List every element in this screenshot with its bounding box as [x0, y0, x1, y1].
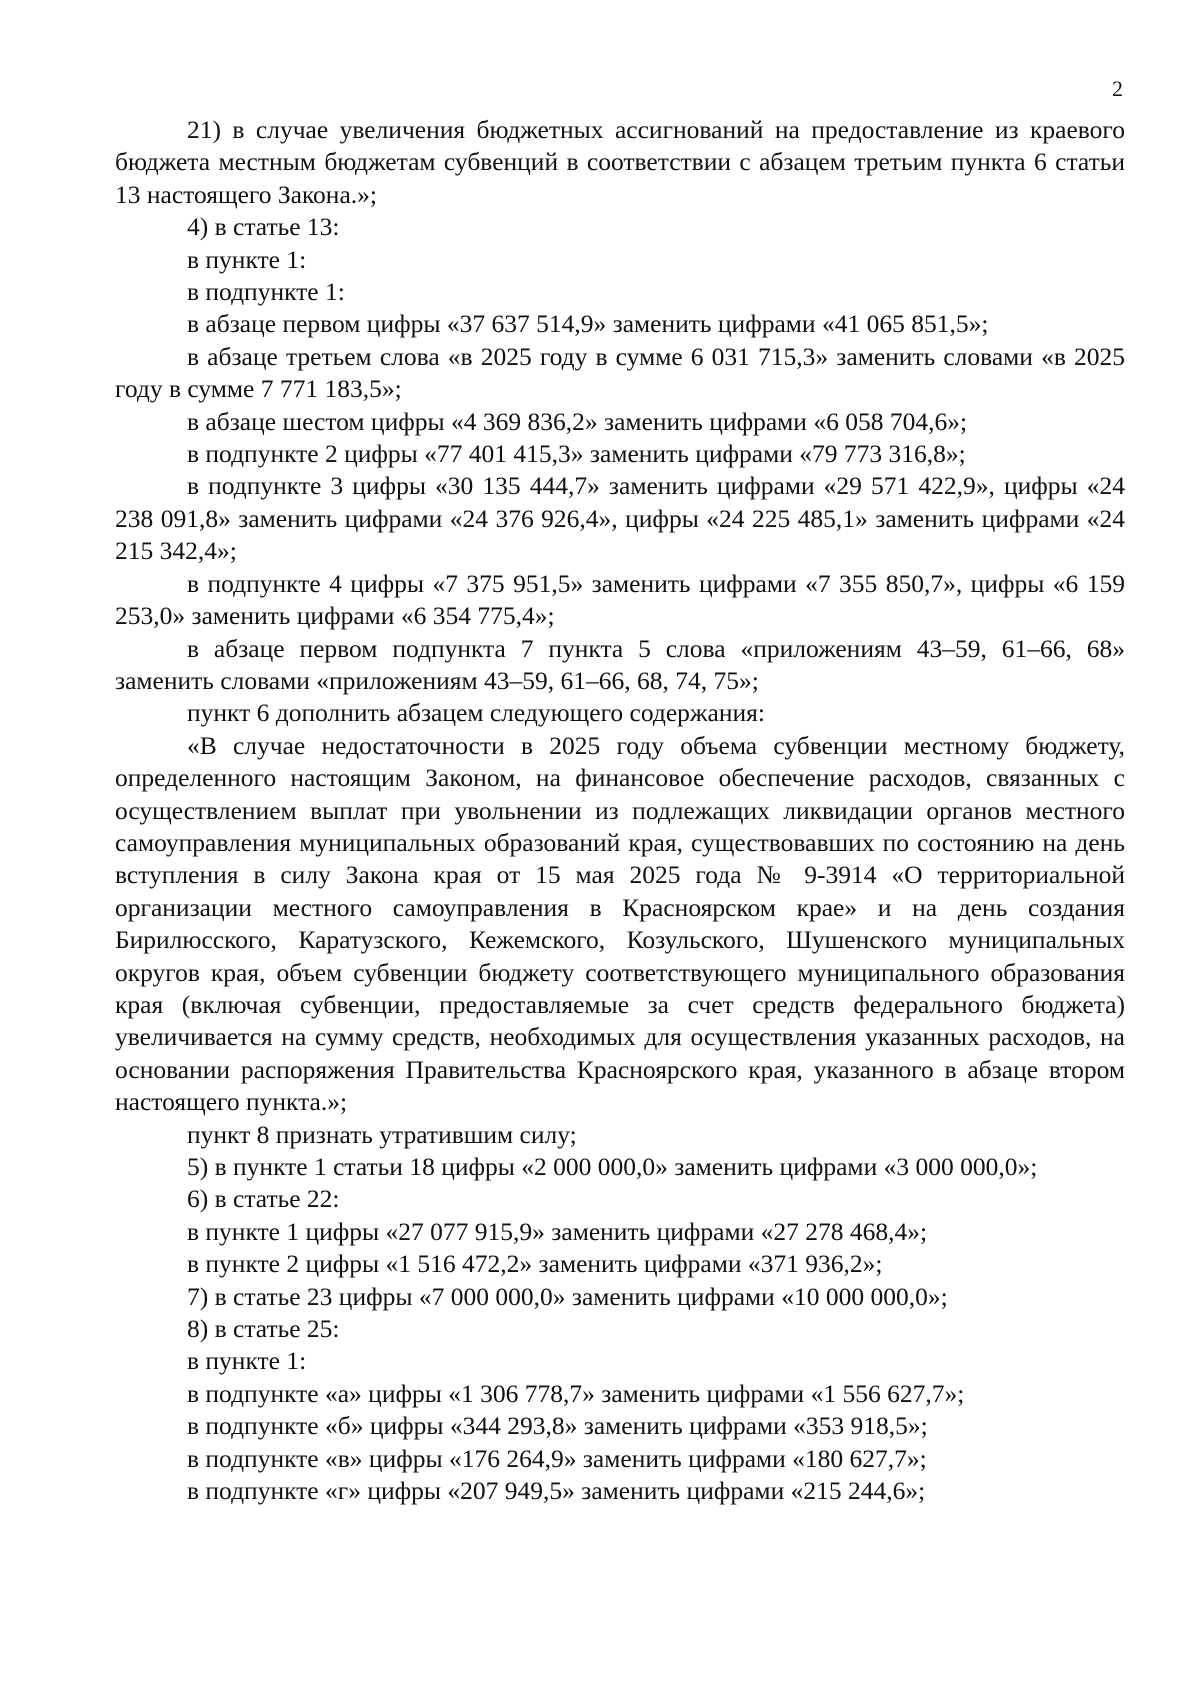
paragraph-item-8: 8) в статье 25: [187, 1314, 340, 1344]
paragraph-subpoint-1: в подпункте 1: [187, 277, 345, 307]
paragraph-subpoint-g: в подпункте «г» цифры «207 949,5» заменить цифрами «215 244,6»; [187, 1476, 926, 1506]
paragraph-article-21-subsection: 21) в случае увеличения бюджетных ассигнований на предоставление из краевого бюджета местным бюджетам субвенций в соответствии с абзацем третьим пункта 6 статьи 13 настоящего Закона.»; [115, 115, 1125, 209]
paragraph-subpoint-b: в подпункте «б» цифры «344 293,8» заменить цифрами «353 918,5»; [187, 1411, 928, 1441]
paragraph-subpoint-v: в подпункте «в» цифры «176 264,9» заменить цифрами «180 627,7»; [187, 1443, 927, 1473]
paragraph-subpoint-7: в абзаце первом подпункта 7 пункта 5 слова «приложениям 43–59, 61–66, 68» заменить словами «приложениям 43–59, 61–66, 68, 74, 75»; [115, 633, 1125, 695]
paragraph-subpoint-4: в подпункте 4 цифры «7 375 951,5» заменить цифрами «7 355 850,7», цифры «6 159 253,0» заменить цифрами «6 354 775,4»; [115, 568, 1125, 631]
paragraph-item-5: 5) в пункте 1 статьи 18 цифры «2 000 000,0» заменить цифрами «3 000 000,0»; [187, 1152, 1038, 1181]
paragraph-subpoint-3: в подпункте 3 цифры «30 135 444,7» заменить цифрами «29 571 422,9», цифры «24 238 091,8» заменить цифрами «24 376 926,4», цифры «24 225 485,1» заменить цифрами «24 215 342,4»; [115, 471, 1125, 566]
paragraph-third-abzats: в абзаце третьем слова «в 2025 году в сумме 6 031 715,3» заменить словами «в 2025 году в сумме 7 771 183,5»; [115, 341, 1125, 404]
paragraph-point-8: пункт 8 признать утратившим силу; [187, 1119, 577, 1149]
paragraph-sixth-abzats: в абзаце шестом цифры «4 369 836,2» заменить цифрами «6 058 704,6»; [187, 406, 968, 436]
paragraph-article-25-point-1: в пункте 1: [187, 1346, 307, 1376]
paragraph-item-7: 7) в статье 23 цифры «7 000 000,0» заменить цифрами «10 000 000,0»; [187, 1281, 948, 1311]
paragraph-item-4: 4) в статье 13: [187, 212, 340, 242]
paragraph-article-22-point-1: в пункте 1 цифры «27 077 915,9» заменить цифрами «27 278 468,4»; [187, 1216, 928, 1246]
document-body [115, 114, 1125, 1507]
paragraph-point-6-addition: пункт 6 дополнить абзацем следующего содержания: [187, 698, 765, 728]
page-number: 2 [1112, 76, 1123, 101]
paragraph-subpoint-a: в подпункте «а» цифры «1 306 778,7» заменить цифрами «1 556 627,7»; [187, 1378, 965, 1408]
paragraph-article-22-point-2: в пункте 2 цифры «1 516 472,2» заменить цифрами «371 936,2»; [187, 1249, 883, 1279]
paragraph-first-abzats: в абзаце первом цифры «37 637 514,9» заменить цифрами «41 065 851,5»; [187, 309, 989, 339]
paragraph-point-1: в пункте 1: [187, 244, 307, 274]
paragraph-subpoint-2: в подпункте 2 цифры «77 401 415,3» заменить цифрами «79 773 316,8»; [187, 439, 966, 469]
paragraph-item-6: 6) в статье 22: [187, 1184, 340, 1214]
paragraph-inserted-text: «В случае недостаточности в 2025 году объема субвенции местному бюджету, определенного настоящим Законом, на финансовое обеспечение расходов, связанных с осуществлением выплат при увольнении из подлежащих ликвидации органов местного самоуправления муниципальных образований края, существовавших по состоянию на день вступления в силу Закона края от 15 мая 2025 года № 9-3914 «О территориальной организации местного самоуправления в Красноярском крае» и на день создания Бирилюсского, Каратузского, Кежемского, Козульского, Шушенского муниципальных округов края, объем субвенции бюджету соответствующего муниципального образования края (включая субвенции, предоставляемые за счет средств федерального бюджета) увеличивается на сумму средств, необходимых для осуществления указанных расходов, на основании распоряжения Правительства Красноярского края, указанного в абзаце втором настоящего пункта.»; [115, 730, 1125, 1117]
